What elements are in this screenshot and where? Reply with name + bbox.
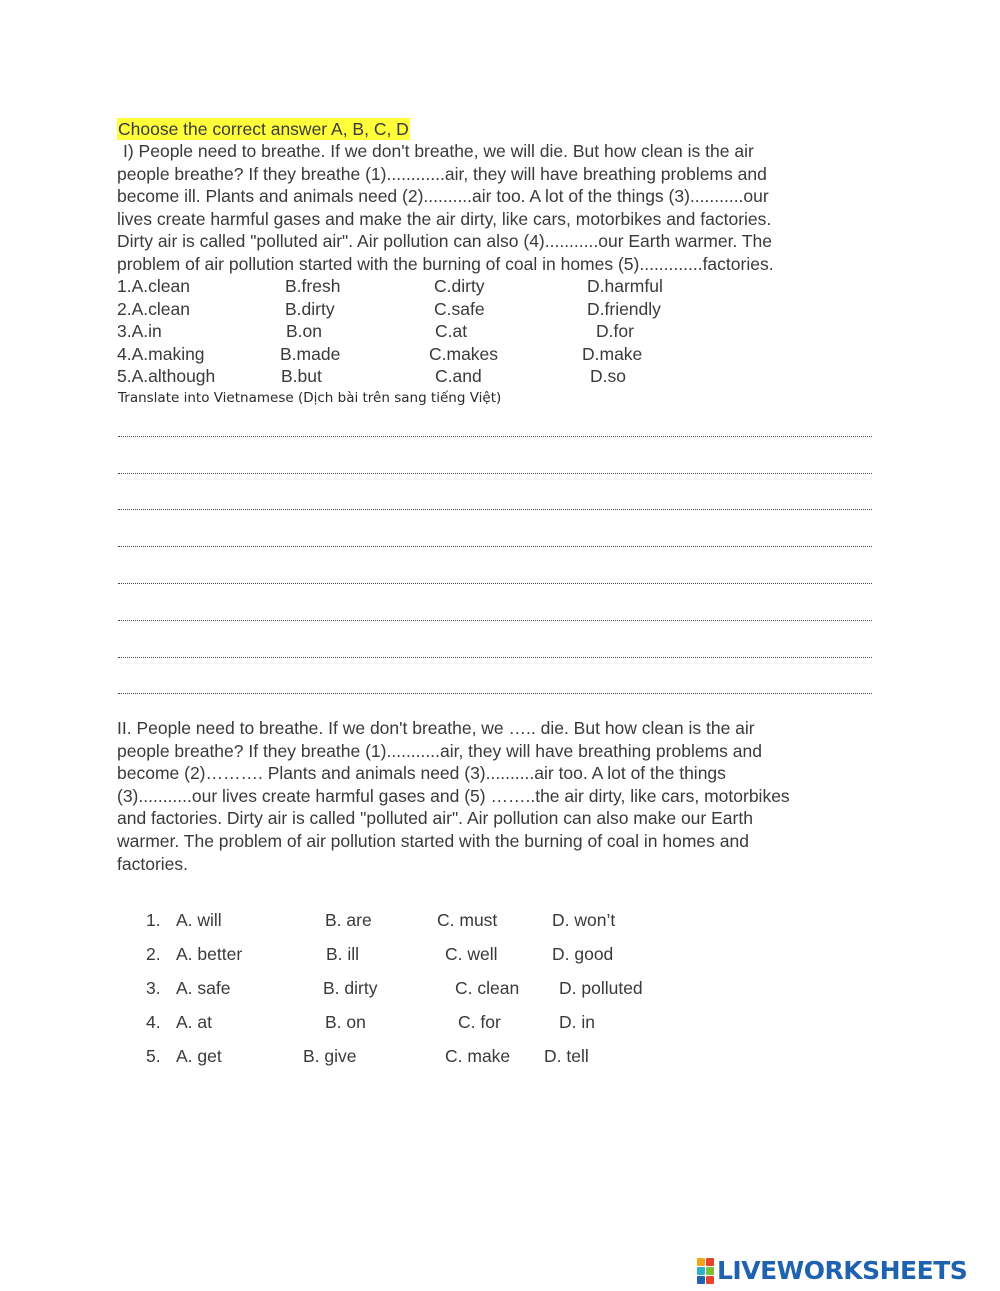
- passage-line: become ill. Plants and animals need (2)..........air too. A lot of the things (3)...........our: [117, 186, 769, 207]
- option-d[interactable]: D. polluted: [559, 978, 643, 998]
- logo-text: LIVEWORKSHEETS: [717, 1256, 968, 1285]
- option-a[interactable]: 1.A.clean: [117, 276, 190, 296]
- passage-1: [117, 140, 877, 276]
- answer-line[interactable]: [118, 473, 872, 474]
- option-d[interactable]: D. in: [559, 1012, 595, 1032]
- option-b[interactable]: B.but: [281, 366, 322, 387]
- option-a[interactable]: A. get: [176, 1046, 222, 1066]
- option-b[interactable]: B. dirty: [323, 978, 378, 998]
- passage-line: people breathe? If they breathe (1)............air, they will have breathing problems and: [117, 163, 767, 184]
- passage-line: factories.: [117, 853, 188, 874]
- option-d[interactable]: D.for: [596, 321, 634, 342]
- option-b[interactable]: B. give: [303, 1046, 357, 1066]
- logo-block: [697, 1258, 705, 1266]
- option-a[interactable]: 3.A.in: [117, 321, 162, 342]
- passage-line: become (2)………. Plants and animals need (3)..........air too. A lot of the things: [117, 763, 726, 784]
- option-b[interactable]: B.dirty: [285, 298, 335, 319]
- option-a[interactable]: 4.A.making: [117, 343, 205, 364]
- option-a[interactable]: 5.A.although: [117, 366, 216, 387]
- answer-line[interactable]: [118, 693, 872, 694]
- option-c[interactable]: C. make: [445, 1046, 511, 1066]
- option-c[interactable]: C.makes: [429, 343, 499, 364]
- option-d[interactable]: D.make: [582, 343, 643, 364]
- logo-block: [697, 1276, 705, 1284]
- option-d[interactable]: D. won’t: [552, 910, 616, 930]
- question-number: 4.: [146, 1012, 161, 1032]
- passage-line: and factories. Dirty air is called "polluted air". Air pollution can also make our Earth: [117, 808, 753, 829]
- answer-line[interactable]: [118, 546, 872, 547]
- passage-line: I) People need to breathe. If we don't breathe, we will die. But how clean is the air: [123, 141, 754, 161]
- option-b[interactable]: B. on: [325, 1012, 366, 1032]
- option-d[interactable]: D.friendly: [587, 298, 661, 319]
- option-a[interactable]: A. will: [176, 910, 222, 930]
- option-b[interactable]: B.fresh: [285, 276, 341, 296]
- option-b[interactable]: B.on: [286, 321, 322, 342]
- option-d[interactable]: D. good: [552, 944, 614, 964]
- option-c[interactable]: C.at: [435, 321, 468, 342]
- passage-line: (3)...........our lives create harmful gases and (5) ……..the air dirty, like cars, motorbikes: [117, 785, 790, 806]
- question-number: 3.: [146, 978, 161, 998]
- answer-line[interactable]: [118, 436, 872, 437]
- option-c[interactable]: C. for: [458, 1012, 501, 1032]
- question-number: 1.: [146, 910, 161, 930]
- liveworksheets-logo: [697, 1256, 967, 1286]
- question-number: 2.: [146, 944, 161, 964]
- passage-line: warmer. The problem of air pollution started with the burning of coal in homes and: [117, 830, 749, 851]
- option-c[interactable]: C.and: [435, 366, 482, 387]
- option-c[interactable]: C.safe: [434, 298, 485, 319]
- option-d[interactable]: D.so: [590, 366, 626, 387]
- logo-block: [706, 1276, 714, 1284]
- instruction-heading: Choose the correct answer A, B, C, D: [118, 119, 409, 139]
- passage-line: II. People need to breathe. If we don't breathe, we ….. die. But how clean is the air: [117, 718, 755, 738]
- passage-line: problem of air pollution started with the burning of coal in homes (5).............factories.: [117, 253, 774, 274]
- passage-line: lives create harmful gases and make the air dirty, like cars, motorbikes and factories.: [117, 208, 772, 229]
- option-b[interactable]: B. are: [325, 910, 372, 930]
- passage-line: Dirty air is called "polluted air". Air pollution can also (4)...........our Earth warmer. The: [117, 231, 773, 252]
- option-c[interactable]: C. well: [445, 944, 498, 964]
- passage-2: [117, 717, 887, 875]
- option-b[interactable]: B. ill: [326, 944, 360, 964]
- question-number: 5.: [146, 1046, 161, 1066]
- option-a[interactable]: 2.A.clean: [117, 298, 190, 319]
- passage-line: people breathe? If they breathe (1)...........air, they will have breathing problems and: [117, 740, 762, 761]
- answer-line[interactable]: [118, 509, 872, 510]
- option-b[interactable]: B.made: [280, 343, 341, 364]
- answer-line[interactable]: [118, 657, 872, 658]
- logo-block: [706, 1258, 714, 1266]
- option-a[interactable]: A. safe: [176, 978, 231, 998]
- option-c[interactable]: C. clean: [455, 978, 520, 998]
- option-d[interactable]: D.harmful: [587, 276, 663, 296]
- option-a[interactable]: A. better: [176, 944, 243, 964]
- option-c[interactable]: C. must: [437, 910, 498, 930]
- option-a[interactable]: A. at: [176, 1012, 212, 1032]
- option-d[interactable]: D. tell: [544, 1046, 589, 1066]
- translate-instruction: Translate into Vietnamese (Dịch bài trên sang tiếng Việt): [118, 390, 502, 406]
- logo-blocks-icon: [697, 1258, 714, 1284]
- logo-block: [706, 1267, 714, 1275]
- answer-line[interactable]: [118, 583, 872, 584]
- answer-line[interactable]: [118, 620, 872, 621]
- logo-block: [697, 1267, 705, 1275]
- option-c[interactable]: C.dirty: [434, 276, 485, 296]
